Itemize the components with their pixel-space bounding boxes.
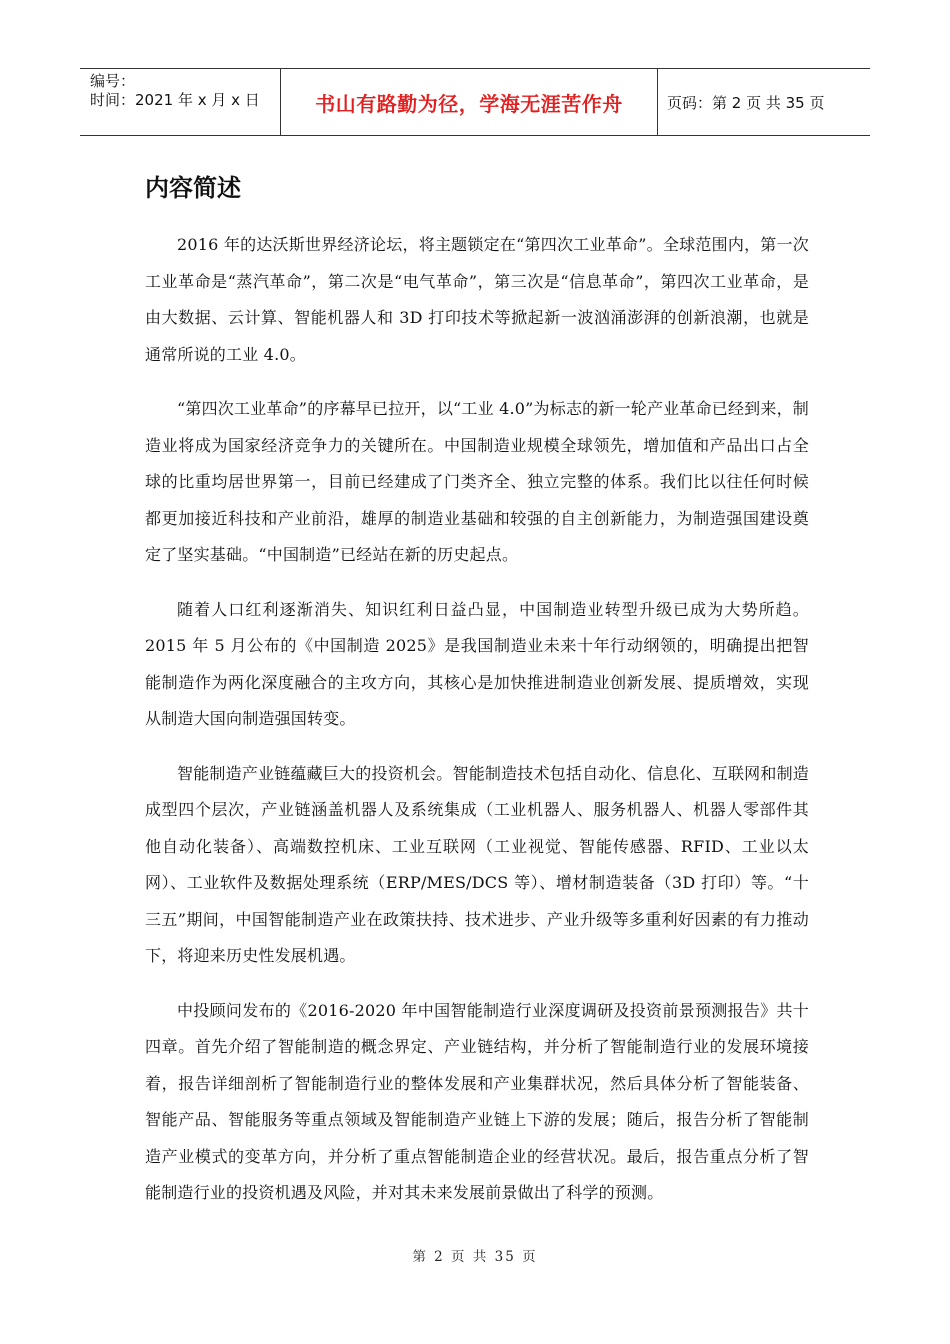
paragraph: 2016 年的达沃斯世界经济论坛，将主题锁定在“第四次工业革命”。全球范围内，第一次工业革命是“蒸汽革命”，第二次是“电气革命”，第三次是“信息革命”，第四次工业革命，是由大数据、云计算、智能机器人和 3D 打印技术等掀起新一波汹涌澎湃的创新浪潮，也就是通常所说的工业 4.0。 [145,235,809,364]
document-body [145,227,809,1230]
paragraph: “第四次工业革命”的序幕早已拉开，以“工业 4.0”为标志的新一轮产业革命已经到来，制造业将成为国家经济竞争力的关键所在。中国制造业规模全球领先，增加值和产品出口占全球的比重均居世界第一，目前已经建成了门类齐全、独立完整的体系。我们比以往任何时候都更加接近科技和产业前沿，雄厚的制造业基础和较强的自主创新能力，为制造强国建设奠定了坚实基础。“中国制造”已经站在新的历史起点。 [145,399,809,564]
paragraph: 智能制造产业链蕴藏巨大的投资机会。智能制造技术包括自动化、信息化、互联网和制造成型四个层次，产业链涵盖机器人及系统集成（工业机器人、服务机器人、机器人零部件其他自动化装备）、高端数控机床、工业互联网（工业视觉、智能传感器、RFID、工业以太网）、工业软件及数据处理系统（ERP/MES/DCS 等）、增材制造装备（3D 打印）等。“十三五”期间，中国智能制造产业在政策扶持、技术进步、产业升级等多重利好因素的有力推动下，将迎来历史性发展机遇。 [145,763,809,965]
document-time-label: 时间：2021 年 x 月 x 日 [90,91,260,109]
header-motto: 书山有路勤为径，学海无涯苦作舟 [281,69,658,135]
document-number-label: 编号： [90,72,136,90]
section-title: 内容简述 [145,174,241,202]
paragraph: 中投顾问发布的《2016-2020 年中国智能制造行业深度调研及投资前景预测报告》共十四章。首先介绍了智能制造的概念界定、产业链结构，并分析了智能制造行业的发展环境接着，报告详细剖析了智能制造行业的整体发展和产业集群状况，然后具体分析了智能装备、智能产品、智能服务等重点领域及智能制造产业链上下游的发展；随后，报告分析了智能制造产业模式的变革方向，并分析了重点智能制造企业的经营状况。最后，报告重点分析了智能制造行业的投资机遇及风险，并对其未来发展前景做出了科学的预测。 [145,1000,809,1202]
header-page-code: 页码：第 2 页 共 35 页 [667,93,825,112]
paragraph: 随着人口红利逐渐消失、知识红利日益凸显，中国制造业转型升级已成为大势所趋。2015 年 5 月公布的《中国制造 2025》是我国制造业未来十年行动纲领的，明确提出把智能制造作为两化深度融合的主攻方向，其核心是加快推进制造业创新发展、提质增效，实现从制造大国向制造强国转变。 [145,599,809,728]
header-meta-cell [80,69,281,135]
page-footer: 第 2 页 共 35 页 [412,1249,538,1265]
page-header [80,68,870,136]
